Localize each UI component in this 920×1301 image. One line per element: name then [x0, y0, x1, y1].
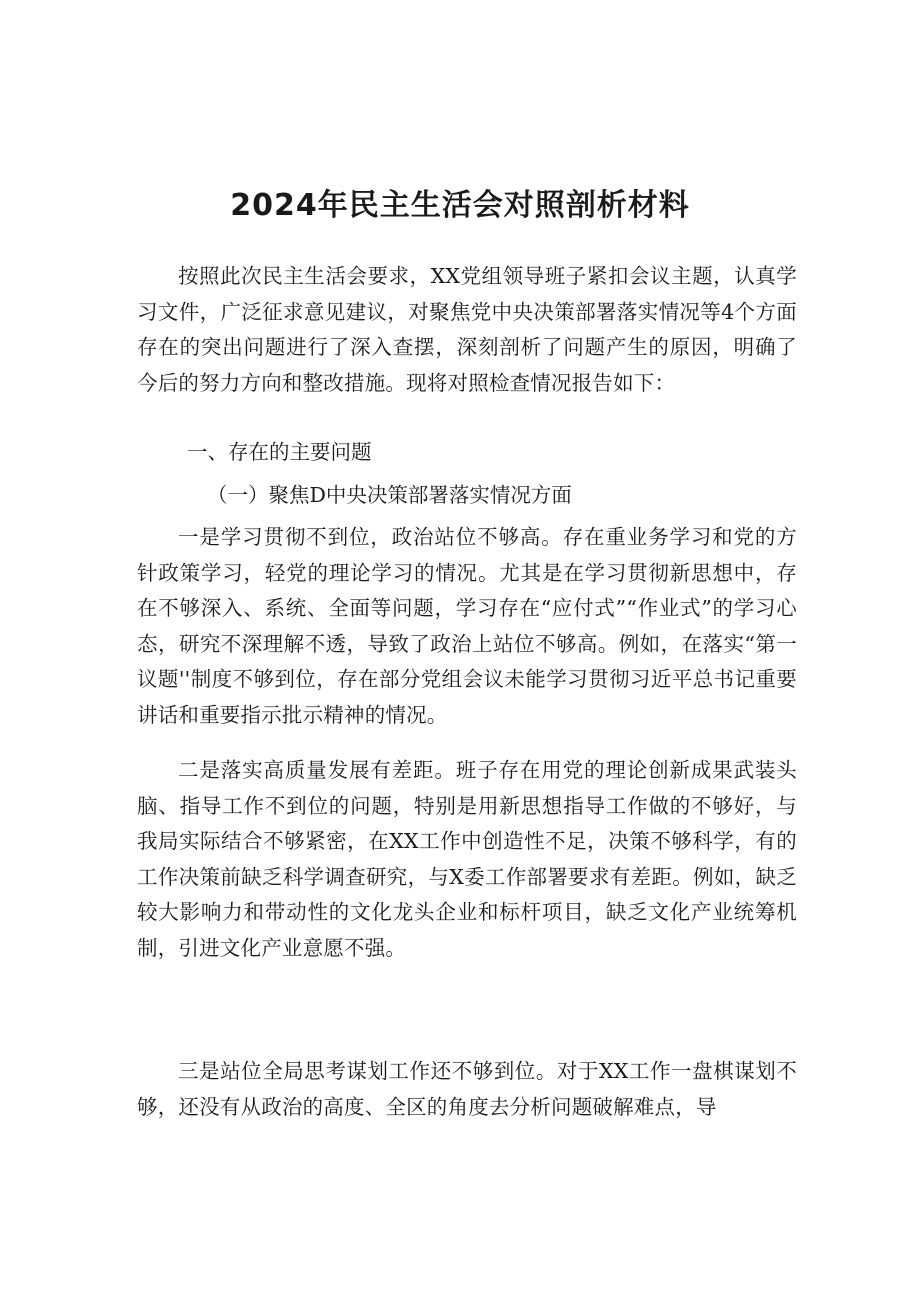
subsection-heading: （一）聚焦D中央决策部署落实情况方面: [207, 483, 572, 507]
intro-paragraph: 按照此次民主生活会要求，XX党组领导班子紧扣会议主题，认真学习文件，广泛征求意见建议，对聚焦党中央决策部署落实情况等4个方面存在的突出问题进行了深入查摆，深刻剖析了问题产生的原因，明确了今后的努力方向和整改措施。现将对照检查情况报告如下：: [137, 264, 797, 395]
body-paragraph-1: 一是学习贯彻不到位，政治站位不够高。存在重业务学习和党的方针政策学习，轻党的理论学习的情况。尤其是在学习贯彻新思想中，存在不够深入、系统、全面等问题，学习存在“应付式”“作业式”的学习心态，研究不深理解不透，导致了政治上站位不够高。例如，在落实“第一议题''制度不够到位，存在部分党组会议未能学习贯彻习近平总书记重要讲话和重要指示批示精神的情况。: [137, 525, 797, 727]
document-title: 2024年民主生活会对照剖析材料: [230, 188, 690, 224]
body-paragraph-3: 三是站位全局思考谋划工作还不够到位。对于XX工作一盘棋谋划不够，还没有从政治的高度、全区的角度去分析问题破解难点，导: [137, 1059, 797, 1119]
section-heading: 一、存在的主要问题: [187, 440, 372, 464]
body-paragraph-2: 二是落实高质量发展有差距。班子存在用党的理论创新成果武装头脑、指导工作不到位的问题，特别是用新思想指导工作做的不够好，与我局实际结合不够紧密，在XX工作中创造性不足，决策不够科学，有的工作决策前缺乏科学调查研究，与X委工作部署要求有差距。例如，缺乏较大影响力和带动性的文化龙头企业和标杆项目，缺乏文化产业统筹机制，引进文化产业意愿不强。: [137, 758, 797, 960]
